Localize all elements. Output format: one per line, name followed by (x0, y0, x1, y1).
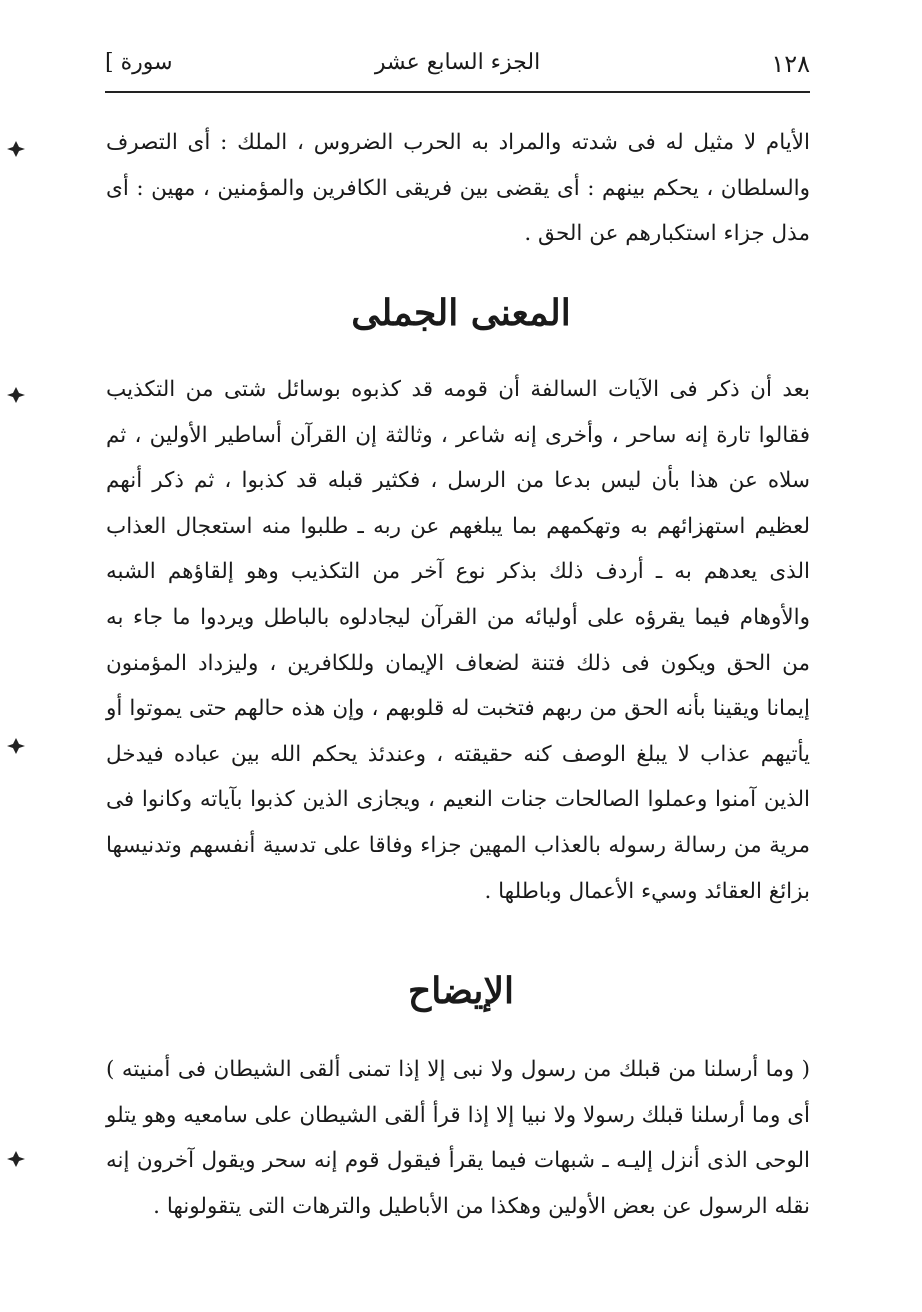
fleuron-icon (6, 139, 26, 159)
part-title: الجزء السابع عشر (374, 50, 541, 75)
page-number: ١٢٨ (771, 50, 810, 78)
general-meaning-paragraph: بعد أن ذكر فى الآيات السالفة أن قومه قد كذبوه بوسائل شتى من التكذيب فقالوا تارة إنه ساحر ، وأخرى إنه شاعر ، وثالثة إن القرآن أساطير الأولين ، ثم سلاه عن هذا بأن ليس بدعا من الرسل ، فكثير قبله قد كذبوا ، ثم ذكر أنهم لعظيم استهزائهم به وتهكمهم بما يبلغهم عن ربه ـ طلبوا منه استعجال العذاب الذى يعدهم به ـ أردف ذلك بذكر نوع آخر من التكذيب وهو إلقاؤهم الشبه والأوهام فيما يقرؤه على أوليائه من القرآن ليجادلوه بالباطل ويردوا ما جاء به من الحق ويكون فى ذلك فتنة لضعاف الإيمان وللكافرين ، وليزداد المؤمنون إيمانا ويقينا بأنه الحق من ربهم فتخبت له قلوبهم ، وإن هذه حالهم حتى يموتوا أو يأتيهم عذاب لا يبلغ الوصف كنه حقيقته ، وعندئذ يحكم الله بين عباده فيدخل الذين آمنوا وعملوا الصالحات جنات النعيم ، ويجازى الذين كذبوا بآياته وكانوا فى مرية من رسالة رسوله بالعذاب المهين جزاء وفاقا على تدسية أنفسهم وتدنيسها بزائغ العقائد وسيء الأعمال وباطلها . (106, 377, 810, 904)
fleuron-icon (6, 736, 26, 756)
section-heading-general-meaning: المعنى الجملى (351, 292, 571, 334)
running-header (105, 44, 810, 88)
explanation-paragraph: ( وما أرسلنا من قبلك من رسول ولا نبى إلا إذا تمنى ألقى الشيطان فى أمنيته ) أى وما أرسلنا قبلك رسولا ولا نبيا إلا إذا قرأ ألقى الشيطان على سامعيه وهو يتلو الوحى الذى أنزل إليـه ـ شبهات فيما يقرأ فيقول قوم إنه سحر ويقول آخرون إنه نقله الرسول عن بعض الأولين وهكذا من الأباطيل والترهات التى يتقولونها . (106, 1057, 810, 1219)
surah-label: سورة ] (105, 50, 173, 75)
header-rule (105, 91, 810, 93)
fleuron-icon (6, 385, 26, 405)
section-heading-explanation: الإيضاح (408, 970, 514, 1012)
fleuron-icon (6, 1149, 26, 1169)
vocabulary-paragraph: الأيام لا مثيل له فى شدته والمراد به الحرب الضروس ، الملك : أى التصرف والسلطان ، يحكم بينهم : أى يقضى بين فريقى الكافرين والمؤمنين ، مهين : أى مذل جزاء استكبارهم عن الحق . (106, 130, 810, 247)
